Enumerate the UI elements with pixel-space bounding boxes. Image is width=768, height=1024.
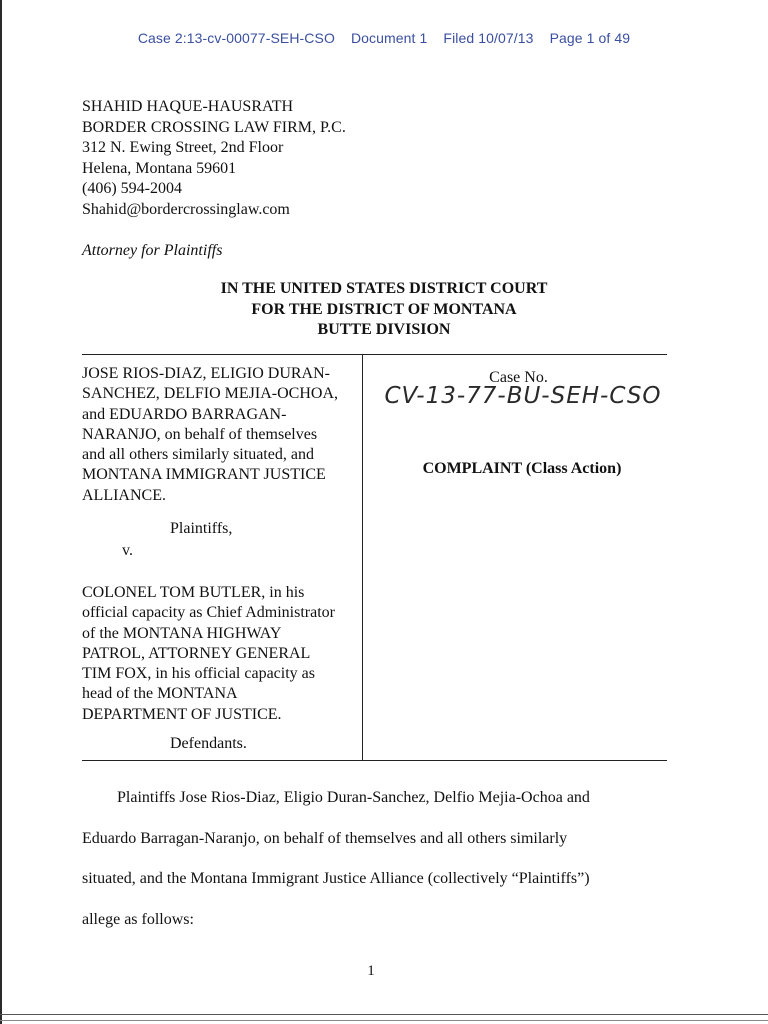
attorney-city: Helena, Montana 59601 xyxy=(82,159,237,177)
plaintiffs-line: and all others similarly situated, and xyxy=(82,446,314,464)
defendants-line: head of the MONTANA xyxy=(82,685,238,703)
attorney-firm: BORDER CROSSING LAW FIRM, P.C. xyxy=(82,118,346,136)
plaintiffs-line: ALLIANCE. xyxy=(82,486,166,504)
scan-edge-bottom-2 xyxy=(0,1020,768,1021)
caption-rule-bottom xyxy=(82,760,667,761)
ecf-page: Page 1 of 49 xyxy=(549,30,631,46)
court-line-1: IN THE UNITED STATES DISTRICT COURT xyxy=(220,280,548,297)
defendants-block xyxy=(82,583,362,725)
versus-label: v. xyxy=(122,542,133,559)
attorney-email: Shahid@bordercrossinglaw.com xyxy=(82,200,290,218)
plaintiffs-label: Plaintiffs, xyxy=(170,520,233,537)
body-line: Eduardo Barragan-Naranjo, on behalf of themselves and all others similarly xyxy=(82,829,568,847)
defendants-line: official capacity as Chief Administrator xyxy=(82,604,335,622)
court-line-2: FOR THE DISTRICT OF MONTANA xyxy=(251,300,517,318)
scan-edge-left xyxy=(0,0,2,1024)
court-heading xyxy=(0,279,768,341)
body-line: Plaintiffs Jose Rios-Diaz, Eligio Duran-Sanchez, Delfio Mejia-Ochoa and xyxy=(117,789,590,806)
attorney-name: SHAHID HAQUE-HAUSRATH xyxy=(82,98,294,115)
defendants-label: Defendants. xyxy=(170,735,247,752)
attorney-phone: (406) 594-2004 xyxy=(82,180,182,198)
document-title: COMPLAINT (Class Action) xyxy=(422,460,622,477)
court-line-3: BUTTE DIVISION xyxy=(317,321,451,338)
scan-edge-bottom xyxy=(0,1014,768,1015)
attorney-role: Attorney for Plaintiffs xyxy=(82,242,223,259)
defendants-line: COLONEL TOM BUTLER, in his xyxy=(82,584,305,601)
plaintiffs-line: MONTANA IMMIGRANT JUSTICE xyxy=(82,466,326,484)
body-line: situated, and the Montana Immigrant Justice Alliance (collectively “Plaintiffs”) xyxy=(82,870,590,887)
page-number: 1 xyxy=(367,963,375,979)
plaintiffs-line: and EDUARDO BARRAGAN- xyxy=(82,405,287,423)
plaintiffs-block xyxy=(82,364,362,506)
attorney-street: 312 N. Ewing Street, 2nd Floor xyxy=(82,139,284,157)
complaint-body xyxy=(82,778,682,940)
ecf-filed: Filed 10/07/13 xyxy=(443,30,534,46)
case-no-label: Case No. xyxy=(489,369,548,386)
attorney-block xyxy=(82,97,346,221)
plaintiffs-line: NARANJO, on behalf of themselves xyxy=(82,425,318,443)
caption-rule-top xyxy=(82,354,667,355)
ecf-header xyxy=(0,30,768,46)
case-no-handwritten: CV-13-77-BU-SEH-CSO xyxy=(384,383,662,409)
defendants-line: PATROL, ATTORNEY GENERAL xyxy=(82,644,311,662)
caption-rule-vertical xyxy=(362,354,363,760)
defendants-line: of the MONTANA HIGHWAY xyxy=(82,624,282,642)
defendants-line: TIM FOX, in his official capacity as xyxy=(82,665,315,683)
ecf-document: Document 1 xyxy=(350,30,428,46)
ecf-case: Case 2:13-cv-00077-SEH-CSO xyxy=(137,30,335,46)
defendants-line: DEPARTMENT OF JUSTICE. xyxy=(82,705,282,723)
plaintiffs-line: SANCHEZ, DELFIO MEJIA-OCHOA, xyxy=(82,385,338,403)
body-line: allege as follows: xyxy=(82,910,194,928)
plaintiffs-line: JOSE RIOS-DIAZ, ELIGIO DURAN- xyxy=(82,365,330,382)
